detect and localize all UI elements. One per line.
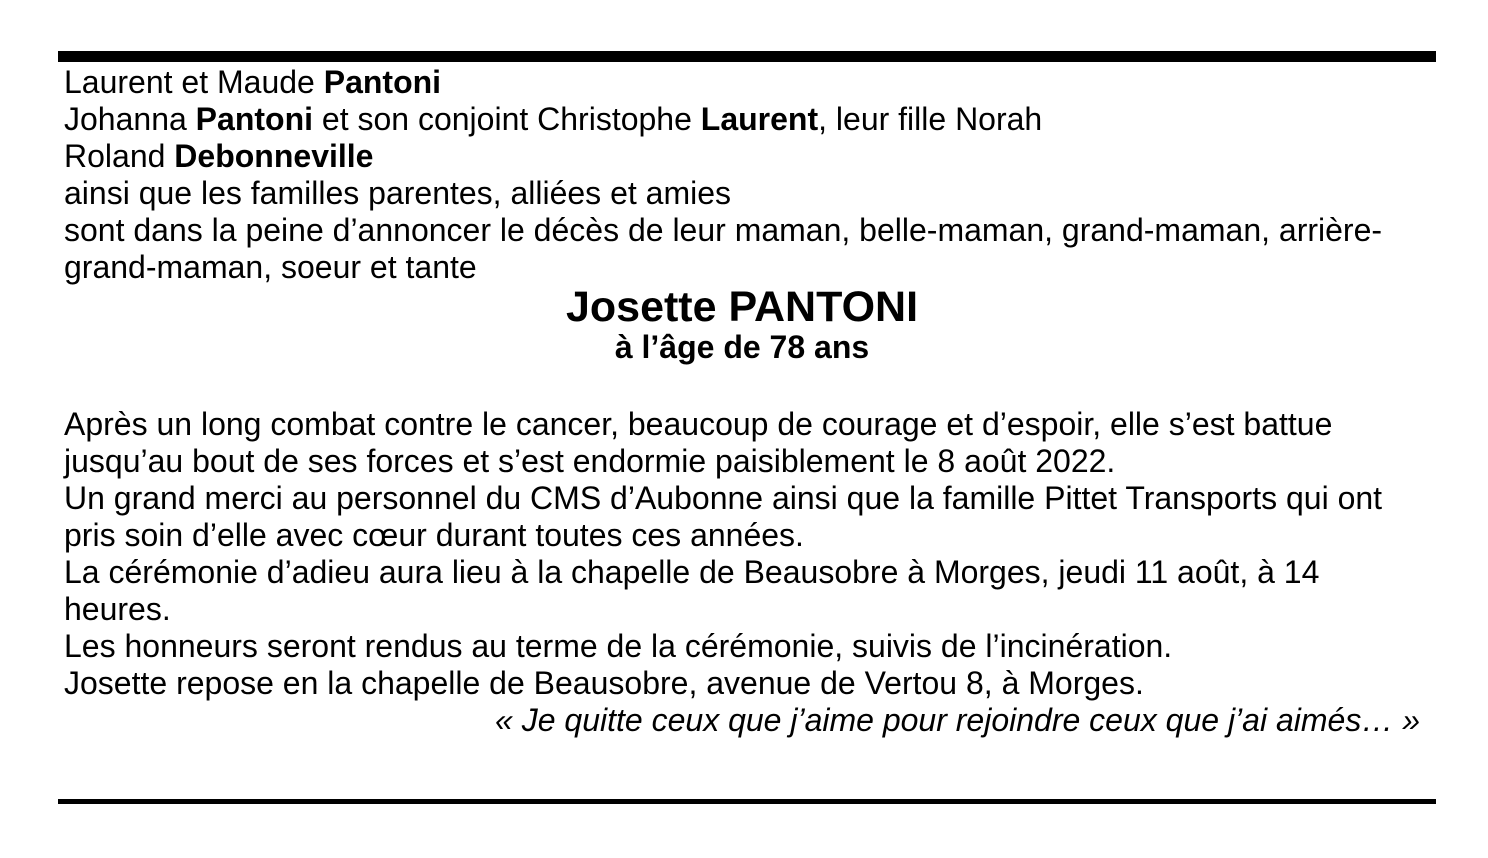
family-line-2 [64,101,1420,138]
paragraph-tribute: Après un long combat contre le cancer, beaucoup de courage et d’espoir, elle s’est battue jusqu’au bout de ses forces et s’est endormie paisiblement le 8 août 2022. [64,406,1333,479]
deceased-name: Josette PANTONI [565,283,919,331]
notice-body [64,406,1420,702]
family-line-3-text: Roland [64,138,175,174]
family-line-2-text-a: Johanna [64,101,196,137]
closing-quote: « Je quitte ceux que j’aime pour rejoindre ceux que j’ai aimés… » [495,702,1420,738]
deceased-age: à l’âge de 78 ans [614,329,870,365]
family-line-2-surname-a: Pantoni [195,101,313,137]
paragraph-repose: Josette repose en la chapelle de Beausobre, avenue de Vertou 8, à Morges. [64,665,1144,701]
paragraph-ceremony: La cérémonie d’adieu aura lieu à la chapelle de Beausobre à Morges, jeudi 11 août, à 14 heures. [64,554,1320,627]
family-line-2-surname-b: Laurent [700,101,819,137]
family-line-3 [64,138,1420,175]
family-line-2-text-b: et son conjoint Christophe [313,101,701,137]
paragraph-thanks: Un grand merci au personnel du CMS d’Aubonne ainsi que la famille Pittet Transports qui ont pris soin d’elle avec cœur durant toutes ces années. [64,480,1383,553]
family-line-4: ainsi que les familles parentes, alliées et amies [64,175,731,211]
family-line-1 [64,64,1420,101]
bottom-divider-line [58,799,1436,804]
paragraph-honors: Les honneurs seront rendus au terme de la cérémonie, suivis de l’incinération. [64,628,1173,664]
family-line-3-surname: Debonneville [174,138,374,174]
family-announcement [64,64,1420,286]
family-line-1-surname: Pantoni [323,64,442,100]
family-line-2-text-c: , leur fille Norah [818,101,1043,137]
family-line-1-text: Laurent et Maude [64,64,324,100]
top-divider-bar [58,51,1436,62]
obituary-content [64,64,1420,739]
announcement-sentence: sont dans la peine d’annoncer le décès de leur maman, belle-maman, grand-maman, arrière-grand-maman, soeur et tante [64,212,1383,285]
